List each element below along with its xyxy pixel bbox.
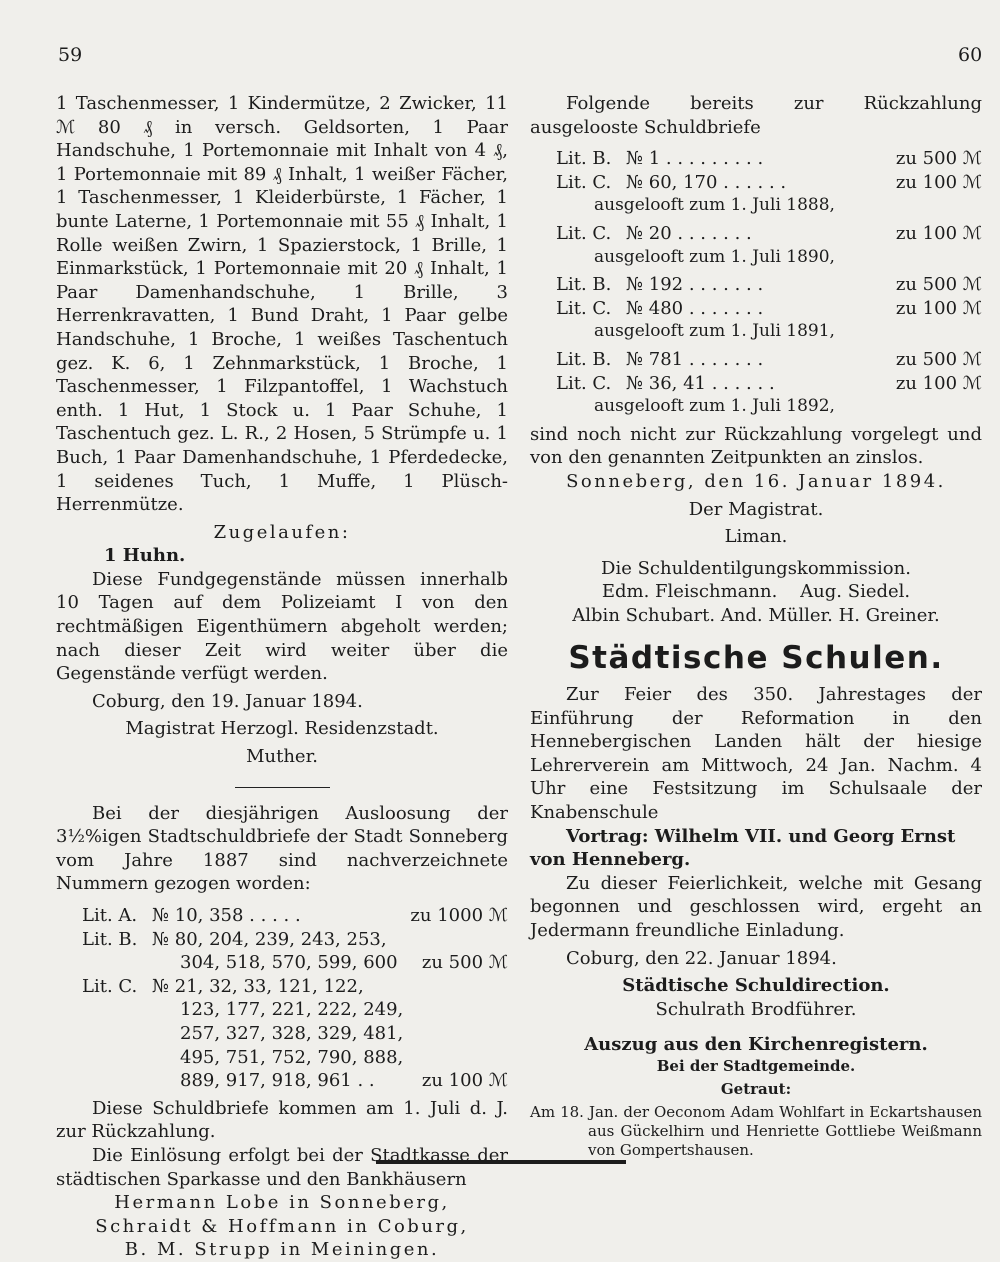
zugelaufen-heading: Zugelaufen: <box>213 521 351 543</box>
ausloosung-intro: Bei der diesjährigen Ausloosung der 3½%igen Stadtschuldbriefe der Stadt Sonneberg vom Jahre 1887 sind nachverzeichnete Nummern gezogen worden: <box>56 802 508 895</box>
commission-names-1: Edm. Fleischmann. Aug. Siedel. <box>601 581 911 603</box>
payment-text: Diese Schuldbriefe kommen am 1. Juli d. J. zur Rückzahlung. <box>56 1097 508 1143</box>
school-official: Schulrath Brodführer. <box>655 998 857 1020</box>
magistrat-label: Der Magistrat. <box>688 498 824 520</box>
getraut-label: Getraut: <box>720 1079 792 1098</box>
school-direction: Städtische Schuldirection. <box>622 975 890 997</box>
bank-1: Hermann Lobe in Sonneberg, <box>114 1192 450 1214</box>
left-column <box>56 92 508 1262</box>
draw-row <box>56 928 508 952</box>
redeemed-date: ausgelooft zum 1. Juli 1891, <box>594 321 835 342</box>
draw-numbers: 123, 177, 221, 222, 249, <box>180 999 404 1021</box>
vortrag-line: Vortrag: Wilhelm VII. und Georg Ernst von Henneberg. <box>530 825 956 871</box>
redeemed-table <box>530 147 982 423</box>
draw-row <box>56 951 508 975</box>
redeemed-lit: Lit. B. <box>556 148 612 170</box>
redeemed-number: № 781 . . . . . . . <box>626 348 764 370</box>
redeemed-number: № 20 . . . . . . . <box>626 222 752 244</box>
found-items-notice: Diese Fundgegenstände müssen innerhalb 10 Tagen auf dem Polizeiamt I von den rechtmäßigen Eigenthümern abgeholt werden; nach dieser Zeit wird weiter über die Gegenstände verfügt werden. <box>56 568 508 685</box>
draw-numbers: 304, 518, 570, 599, 600 <box>180 952 398 974</box>
redeemed-number: № 192 . . . . . . . <box>626 274 764 296</box>
redeemed-row <box>530 348 982 372</box>
redeemed-row <box>530 297 982 321</box>
redeemed-amount: zu 100 ℳ <box>895 222 982 244</box>
section-divider <box>235 787 330 788</box>
draw-amount: zu 500 ℳ <box>421 952 508 974</box>
draw-numbers: 889, 917, 918, 961 . . <box>180 1070 375 1092</box>
right-column <box>530 92 982 1160</box>
draw-lit <box>56 998 152 1022</box>
bottom-rule <box>376 1160 626 1164</box>
redeemed-row <box>530 372 982 396</box>
redeemed-number: № 480 . . . . . . . <box>626 297 764 319</box>
redeemed-amount: zu 100 ℳ <box>895 372 982 394</box>
draw-amount <box>408 928 508 952</box>
redeemed-amount: zu 500 ℳ <box>895 348 982 370</box>
draw-lit <box>56 951 152 975</box>
redeemed-number: № 60, 170 . . . . . . <box>626 171 787 193</box>
draw-row <box>56 1069 508 1093</box>
redeemed-date: ausgelooft zum 1. Juli 1892, <box>594 396 835 417</box>
signature-muther: Muther. <box>246 746 318 768</box>
magistrat-line: Magistrat Herzogl. Residenzstadt. <box>125 718 439 740</box>
invitation-text: Zu dieser Feierlichkeit, welche mit Gesang begonnen und geschlossen wird, ergeht an Jedermann freundliche Einladung. <box>530 872 982 941</box>
draw-row <box>56 998 508 1022</box>
draw-numbers: № 80, 204, 239, 243, 253, <box>152 928 387 950</box>
redeemed-lit: Lit. C. <box>556 171 612 193</box>
commission-names-2: Albin Schubart. And. Müller. H. Greiner. <box>572 604 940 626</box>
redeemed-number: № 1 . . . . . . . . . <box>626 148 764 170</box>
commission-title: Die Schuldentilgungskommission. <box>601 557 911 579</box>
redeemed-lit: Lit. C. <box>556 372 612 394</box>
kirchen-heading: Auszug aus den Kirchenregistern. <box>584 1034 928 1056</box>
redeemed-number: № 36, 41 . . . . . . <box>626 372 775 394</box>
draws-table <box>56 904 508 1093</box>
zugelaufen-item: 1 Huhn. <box>104 545 186 567</box>
page-number-left: 59 <box>58 44 83 66</box>
redeemed-lit: Lit. C. <box>556 222 612 244</box>
redeemed-row <box>530 147 982 171</box>
draw-lit: Lit. C. <box>82 975 138 997</box>
redeemed-lit: Lit. B. <box>556 348 612 370</box>
einloesung-text: Die Einlösung erfolgt bei der Stadtkasse der städtischen Sparkasse und den Bankhäusern <box>56 1144 508 1190</box>
unpaid-text: sind noch nicht zur Rückzahlung vorgelegt und von den genannten Zeitpunkten an zinslos. <box>530 423 982 469</box>
draw-row <box>56 1046 508 1070</box>
draw-row <box>56 904 508 928</box>
draw-amount: zu 100 ℳ <box>421 1070 508 1092</box>
page-number-right: 60 <box>958 44 983 66</box>
redeemed-amount: zu 100 ℳ <box>895 171 982 193</box>
redeemed-row <box>530 222 982 246</box>
draw-numbers: № 21, 32, 33, 121, 122, <box>152 975 364 997</box>
schools-heading: Städtische Schulen. <box>568 640 944 677</box>
draw-lit <box>56 1046 152 1070</box>
coburg-date-line: Coburg, den 19. Januar 1894. <box>92 690 363 712</box>
bank-2: Schraidt & Hoffmann in Coburg, <box>95 1215 469 1237</box>
redeemed-date-row <box>530 246 982 274</box>
draw-lit: Lit. A. <box>82 905 138 926</box>
draw-amount: zu 1000 ℳ <box>410 905 508 926</box>
redeemed-row <box>530 171 982 195</box>
draw-numbers: № 10, 358 . . . . . <box>152 905 301 926</box>
draw-numbers: 495, 751, 752, 790, 888, <box>180 1046 404 1068</box>
redeemed-date-row <box>530 395 982 423</box>
draw-lit: Lit. B. <box>82 928 138 950</box>
redeemed-date-row <box>530 320 982 348</box>
bank-3: B. M. Strupp in Meiningen. <box>124 1239 440 1261</box>
redeemed-lit: Lit. B. <box>556 274 612 296</box>
sonneberg-date-line: Sonneberg, den 16. Januar 1894. <box>566 470 946 492</box>
redeemed-intro: Folgende bereits zur Rückzahlung ausgelooste Schuldbriefe <box>530 93 982 138</box>
redeemed-date-row <box>530 194 982 222</box>
marriage-entry: Am 18. Jan. der Oeconom Adam Wohlfart in Eckartshausen aus Gückelhirn und Henriette Gottliebe Weißmann von Gompertshausen. <box>530 1102 982 1159</box>
schools-date: Coburg, den 22. Januar 1894. <box>566 947 837 969</box>
redeemed-amount: zu 500 ℳ <box>895 274 982 296</box>
draw-lit <box>56 1069 152 1093</box>
draw-amount <box>408 975 508 999</box>
draw-amount <box>408 1022 508 1046</box>
redeemed-amount: zu 100 ℳ <box>895 297 982 319</box>
found-items-list: 1 Taschenmesser, 1 Kindermütze, 2 Zwicker, 11 ℳ 80 ₰ in versch. Geldsorten, 1 Paar Handschuhe, 1 Portemonnaie mit Inhalt von 4 ₰, 1 Portemonnaie mit 89 ₰ Inhalt, 1 weißer Fächer, 1 Taschenmesser, 1 Kleiderbürste, 1 Fächer, 1 bunte Laterne, 1 Portemonnaie mit 55 ₰ Inhalt, 1 Rolle weißen Zwirn, 1 Spazierstock, 1 Brille, 1 Einmarkstück, 1 Portemonnaie mit 20 ₰ Inhalt, 1 Paar Damenhandschuhe, 1 Brille, 3 Herrenkravatten, 1 Bund Draht, 1 Paar gelbe Handschuhe, 1 Broche, 1 weißes Taschentuch gez. K. 6, 1 Zehnmarkstück, 1 Broche, 1 Taschenmesser, 1 Filzpantoffel, 1 Wachstuch enth. 1 Hut, 1 Stock u. 1 Paar Schuhe, 1 Taschentuch gez. L. R., 2 Hosen, 5 Strümpfe u. 1 Buch, 1 Paar Damenhandschuhe, 1 Pferdedecke, 1 seidenes Tuch, 1 Muffe, 1 Plüsch-Herrenmütze. <box>56 93 508 516</box>
redeemed-date: ausgelooft zum 1. Juli 1890, <box>594 246 835 267</box>
draw-amount <box>408 1046 508 1070</box>
redeemed-lit: Lit. C. <box>556 297 612 319</box>
draw-row <box>56 975 508 999</box>
redeemed-amount: zu 500 ℳ <box>895 148 982 170</box>
draw-lit <box>56 1022 152 1046</box>
draw-amount <box>408 998 508 1022</box>
redeemed-row <box>530 273 982 297</box>
draw-numbers: 257, 327, 328, 329, 481, <box>180 1022 404 1044</box>
magistrat-name: Liman. <box>724 526 788 548</box>
kirchen-subheading: Bei der Stadtgemeinde. <box>656 1056 856 1075</box>
draw-row <box>56 1022 508 1046</box>
schools-text: Zur Feier des 350. Jahrestages der Einführung der Reformation in den Hennebergischen Landen hält der hiesige Lehrerverein am Mittwoch, 24 Jan. Nachm. 4 Uhr eine Festsitzung im Schulsaale der Knabenschule <box>530 684 982 824</box>
redeemed-date: ausgelooft zum 1. Juli 1888, <box>594 195 835 216</box>
